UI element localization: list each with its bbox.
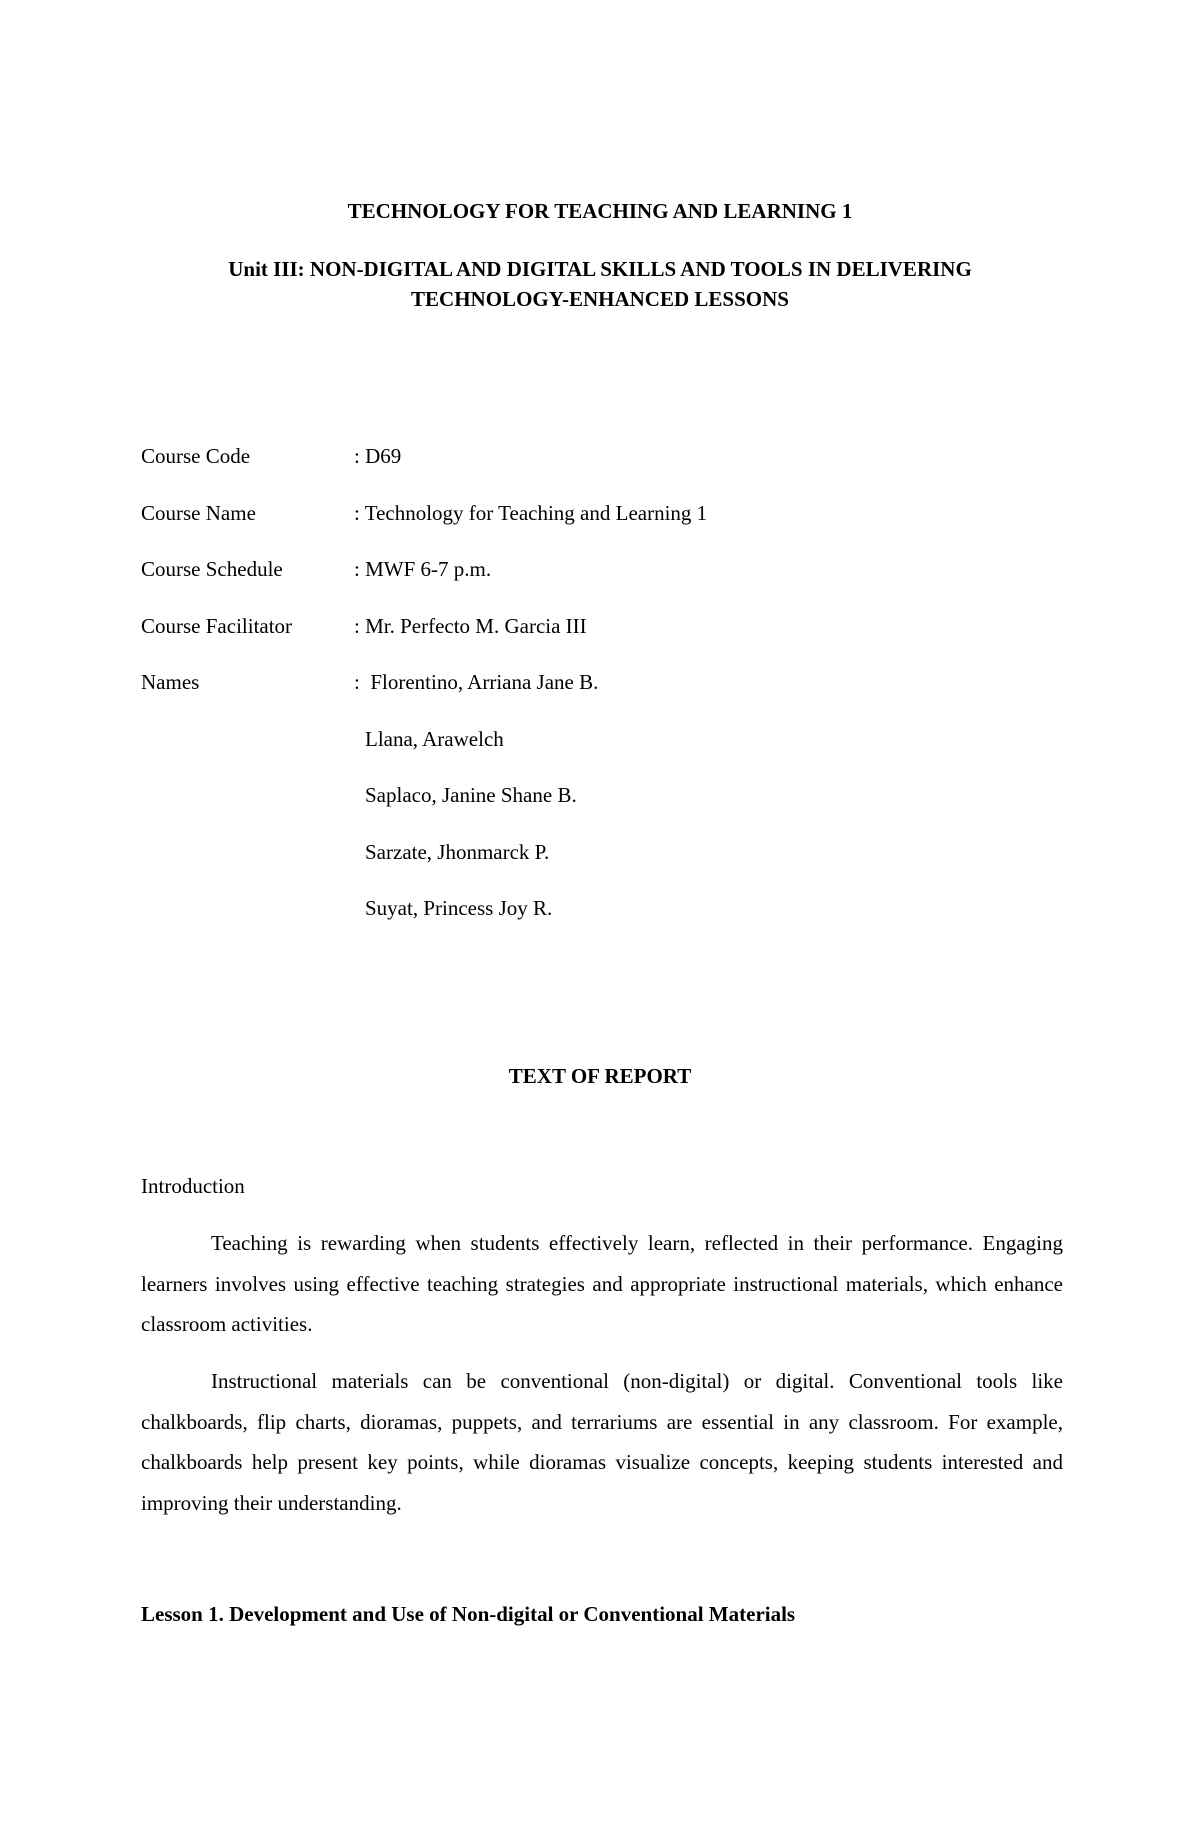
course-schedule-label: Course Schedule — [141, 557, 283, 581]
unit-heading-line-2: TECHNOLOGY-ENHANCED LESSONS — [411, 287, 789, 311]
names-label: Names — [141, 670, 200, 694]
course-schedule-row — [141, 555, 1041, 612]
course-code-row — [141, 442, 1041, 499]
course-info — [141, 442, 1041, 951]
course-code-label: Course Code — [141, 444, 251, 468]
paragraph: Instructional materials can be conventional (non-digital) or digital. Conventional tools like chalkboards, flip charts, dioramas, puppets, and terrariums are essential in any classroom. For example, chalkboards help present key points, while dioramas visualize concepts, keeping students interested and improving their understanding. — [141, 1369, 1063, 1515]
document-title: TECHNOLOGY FOR TEACHING AND LEARNING 1 — [347, 199, 853, 223]
paragraph: Teaching is rewarding when students effectively learn, reflected in their performance. Engaging learners involves using effective teaching strategies and appropriate instructional materials, which enhance classroom activities. — [141, 1231, 1063, 1336]
course-name-value: : Technology for Teaching and Learning 1 — [354, 500, 708, 525]
name-item: Sarzate, Jhonmarck P. — [365, 839, 550, 864]
name-item: Suyat, Princess Joy R. — [365, 896, 553, 920]
name-item: Llana, Arawelch — [365, 726, 504, 751]
course-code-value: : D69 — [354, 444, 402, 468]
unit-heading-line-1: Unit III: NON-DIGITAL AND DIGITAL SKILLS AND TOOLS IN DELIVERING — [228, 257, 972, 281]
names-value: : Florentino, Arriana Jane B. — [354, 670, 599, 694]
introduction-heading: Introduction — [141, 1174, 245, 1198]
course-name-row — [141, 499, 1041, 556]
report-heading: TEXT OF REPORT — [508, 1064, 692, 1088]
course-facilitator-row — [141, 612, 1041, 669]
lesson-heading: Lesson 1. Development and Use of Non-digital or Conventional Materials — [141, 1602, 796, 1626]
course-facilitator-value: : Mr. Perfecto M. Garcia III — [354, 613, 587, 638]
course-facilitator-label: Course Facilitator — [141, 613, 293, 638]
names-row — [141, 668, 1041, 725]
course-schedule-value: : MWF 6-7 p.m. — [354, 557, 492, 581]
name-item: Saplaco, Janine Shane B. — [365, 783, 577, 807]
unit-heading — [0, 254, 1200, 314]
course-name-label: Course Name — [141, 500, 256, 525]
